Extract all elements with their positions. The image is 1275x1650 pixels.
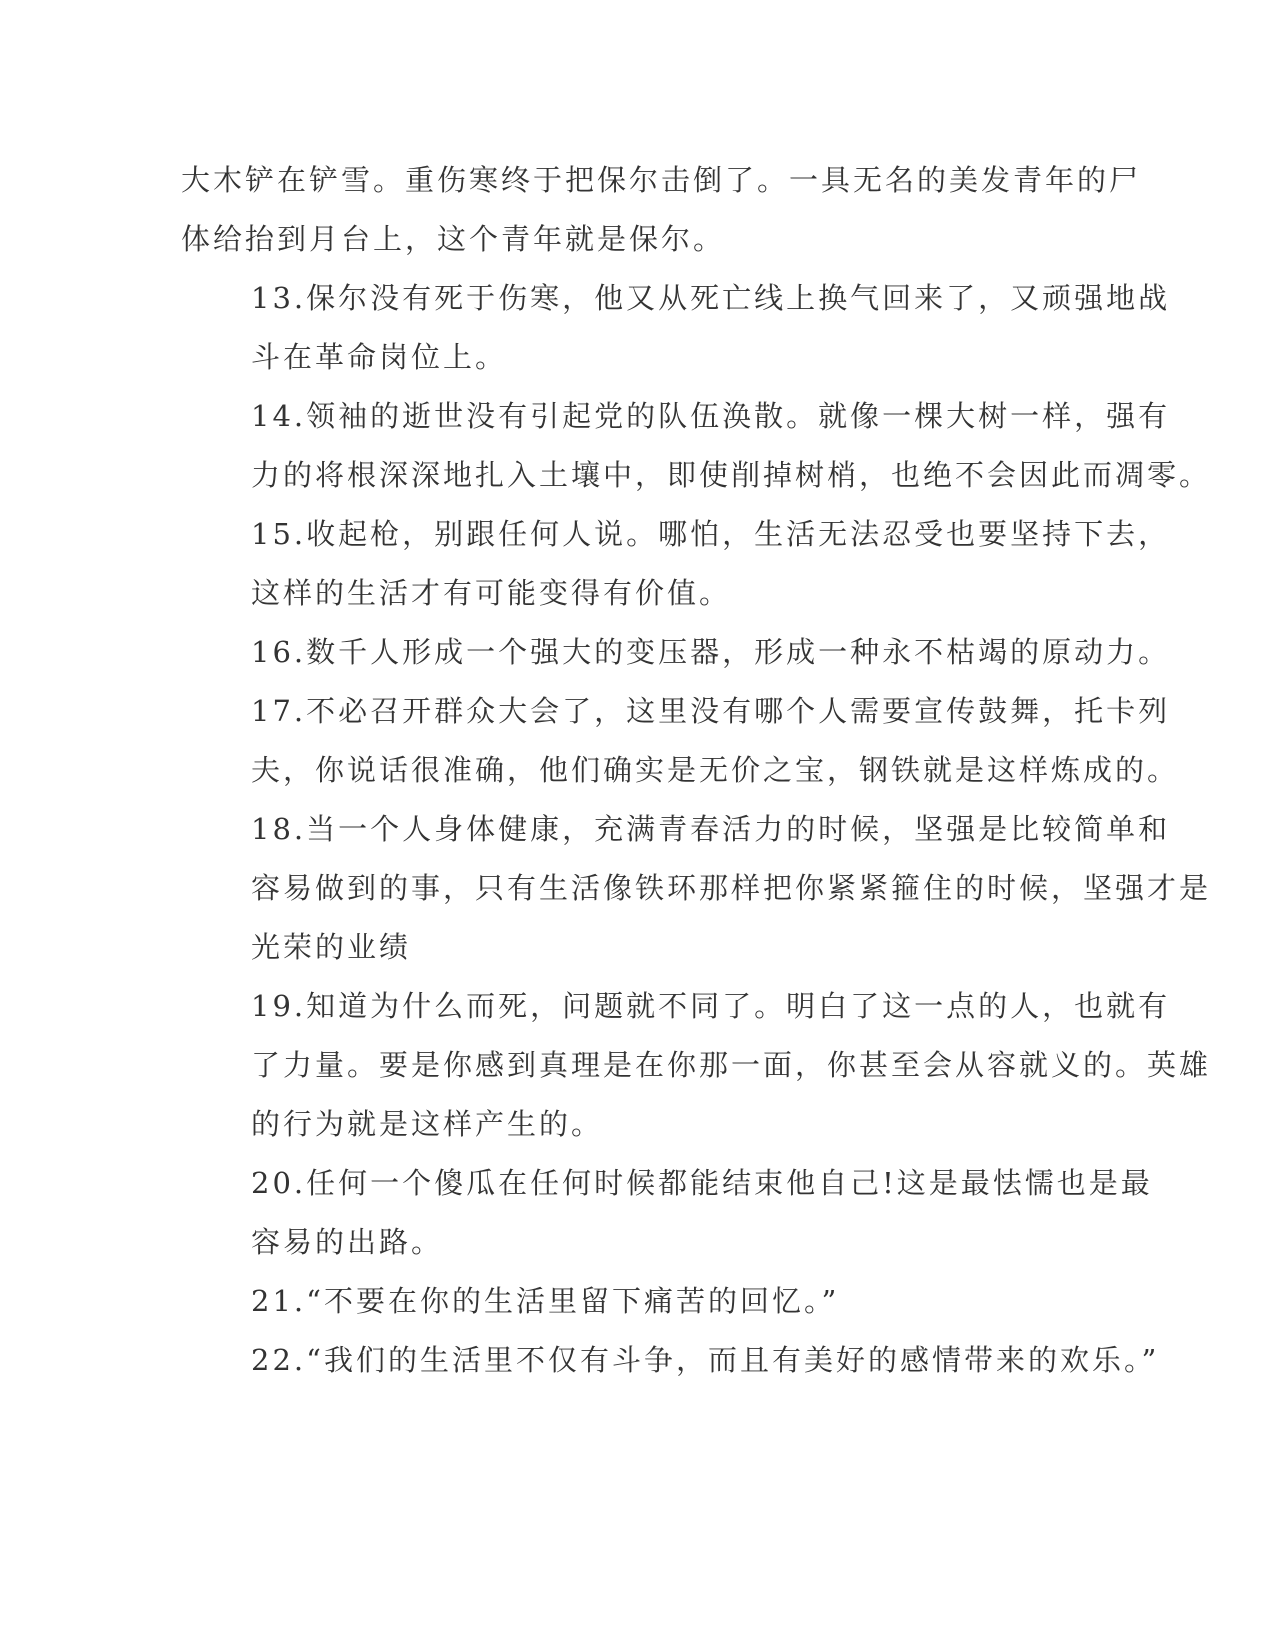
paragraph xyxy=(181,1154,1153,1272)
document-body xyxy=(181,151,1212,1390)
paragraph xyxy=(181,269,1171,387)
paragraph xyxy=(181,387,1212,505)
text-line: 19.知道为什么而死，问题就不同了。明白了这一点的人，也就有 xyxy=(251,989,1171,1023)
text-line: 16.数千人形成一个强大的变压器，形成一种永不枯竭的原动力。 xyxy=(251,635,1171,669)
paragraph xyxy=(181,623,1171,682)
text-line: 斗在革命岗位上。 xyxy=(251,340,508,374)
paragraph xyxy=(181,977,1212,1154)
text-line: 15.收起枪，别跟任何人说。哪怕，生活无法忍受也要坚持下去， xyxy=(251,517,1171,551)
text-line: 20.任何一个傻瓜在任何时候都能结束他自己!这是最怯懦也是最 xyxy=(251,1166,1153,1200)
text-line: 18.当一个人身体健康，充满青春活力的时候，坚强是比较简单和 xyxy=(251,812,1171,846)
text-line: 22.“我们的生活里不仅有斗争，而且有美好的感情带来的欢乐。” xyxy=(251,1343,1160,1377)
text-line: 14.领袖的逝世没有引起党的队伍涣散。就像一棵大树一样，强有 xyxy=(251,399,1171,433)
text-line: 光荣的业绩 xyxy=(251,930,412,964)
text-line: 17.不必召开群众大会了，这里没有哪个人需要宣传鼓舞，托卡列 xyxy=(251,694,1171,728)
paragraph xyxy=(181,151,1142,269)
paragraph xyxy=(181,800,1212,977)
text-line: 了力量。要是你感到真理是在你那一面，你甚至会从容就义的。英雄 xyxy=(251,1048,1212,1082)
text-line: 的行为就是这样产生的。 xyxy=(251,1107,604,1141)
text-line: 体给抬到月台上，这个青年就是保尔。 xyxy=(181,222,726,256)
text-line: 夫，你说话很准确，他们确实是无价之宝，钢铁就是这样炼成的。 xyxy=(251,753,1180,787)
text-line: 这样的生活才有可能变得有价值。 xyxy=(251,576,732,610)
text-line: 力的将根深深地扎入土壤中，即使削掉树梢，也绝不会因此而凋零。 xyxy=(251,458,1212,492)
text-line: 13.保尔没有死于伤寒，他又从死亡线上换气回来了，又顽强地战 xyxy=(251,281,1171,315)
text-line: 大木铲在铲雪。重伤寒终于把保尔击倒了。一具无名的美发青年的尸 xyxy=(181,163,1142,197)
paragraph xyxy=(181,682,1180,800)
text-line: 容易的出路。 xyxy=(251,1225,444,1259)
paragraph xyxy=(181,505,1171,623)
text-line: 容易做到的事，只有生活像铁环那样把你紧紧箍住的时候，坚强才是 xyxy=(251,871,1212,905)
paragraph xyxy=(181,1331,1160,1390)
paragraph xyxy=(181,1272,1051,1331)
text-line: 21.“不要在你的生活里留下痛苦的回忆。” xyxy=(251,1284,840,1318)
